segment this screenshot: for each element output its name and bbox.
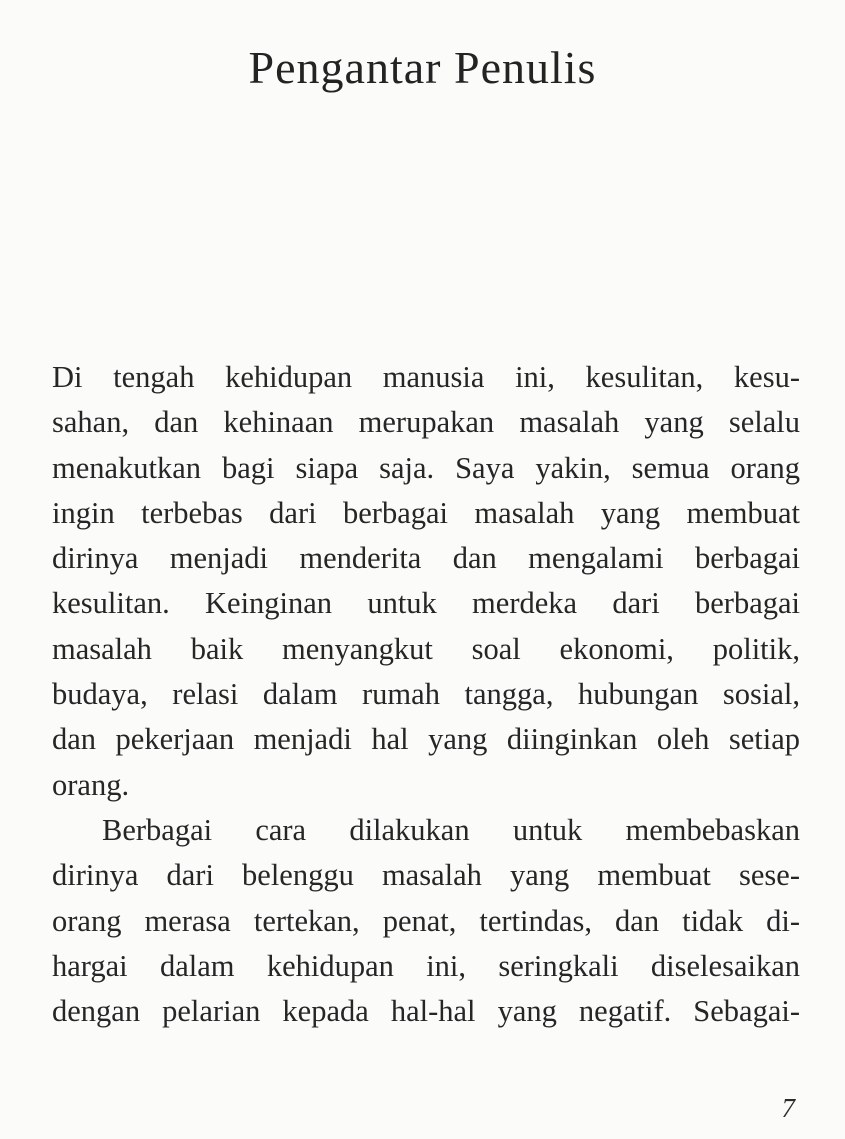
page-number: 7 bbox=[781, 1093, 795, 1123]
page-title: Pengantar Penulis bbox=[248, 42, 597, 93]
paragraph-1-line-10: orang. bbox=[52, 767, 130, 802]
paragraph-2-line-3: orang merasa tertekan, penat, tertindas, dan tidak di- bbox=[52, 903, 800, 938]
paragraph-1-line-5: dirinya menjadi menderita dan mengalami berbagai bbox=[52, 541, 800, 576]
paragraph-1-line-9: dan pekerjaan menjadi hal yang diinginkan oleh setiap bbox=[52, 722, 800, 757]
paragraph-2-line-2: dirinya dari belenggu masalah yang membuat sese- bbox=[52, 858, 800, 893]
paragraph-2-line-5: dengan pelarian kepada hal-hal yang negatif. Sebagai- bbox=[52, 994, 800, 1029]
paragraph-1-line-2: sahan, dan kehinaan merupakan masalah yang selalu bbox=[52, 405, 800, 440]
paragraph-2-line-4: hargai dalam kehidupan ini, seringkali diselesaikan bbox=[52, 948, 800, 983]
paragraph-1-line-8: budaya, relasi dalam rumah tangga, hubungan sosial, bbox=[52, 677, 800, 712]
paragraph-1-line-3: menakutkan bagi siapa saja. Saya yakin, semua orang bbox=[52, 450, 800, 485]
paragraph-1-line-7: masalah baik menyangkut soal ekonomi, politik, bbox=[52, 631, 800, 666]
paragraph-1-line-6: kesulitan. Keinginan untuk merdeka dari berbagai bbox=[52, 586, 800, 621]
paragraph-1-line-4: ingin terbebas dari berbagai masalah yang membuat bbox=[52, 495, 800, 530]
paragraph-1-line-1: Di tengah kehidupan manusia ini, kesulitan, kesu- bbox=[52, 360, 800, 394]
body-text bbox=[52, 355, 800, 1034]
paragraph-2-line-1: Berbagai cara dilakukan untuk membebaskan bbox=[102, 812, 800, 847]
